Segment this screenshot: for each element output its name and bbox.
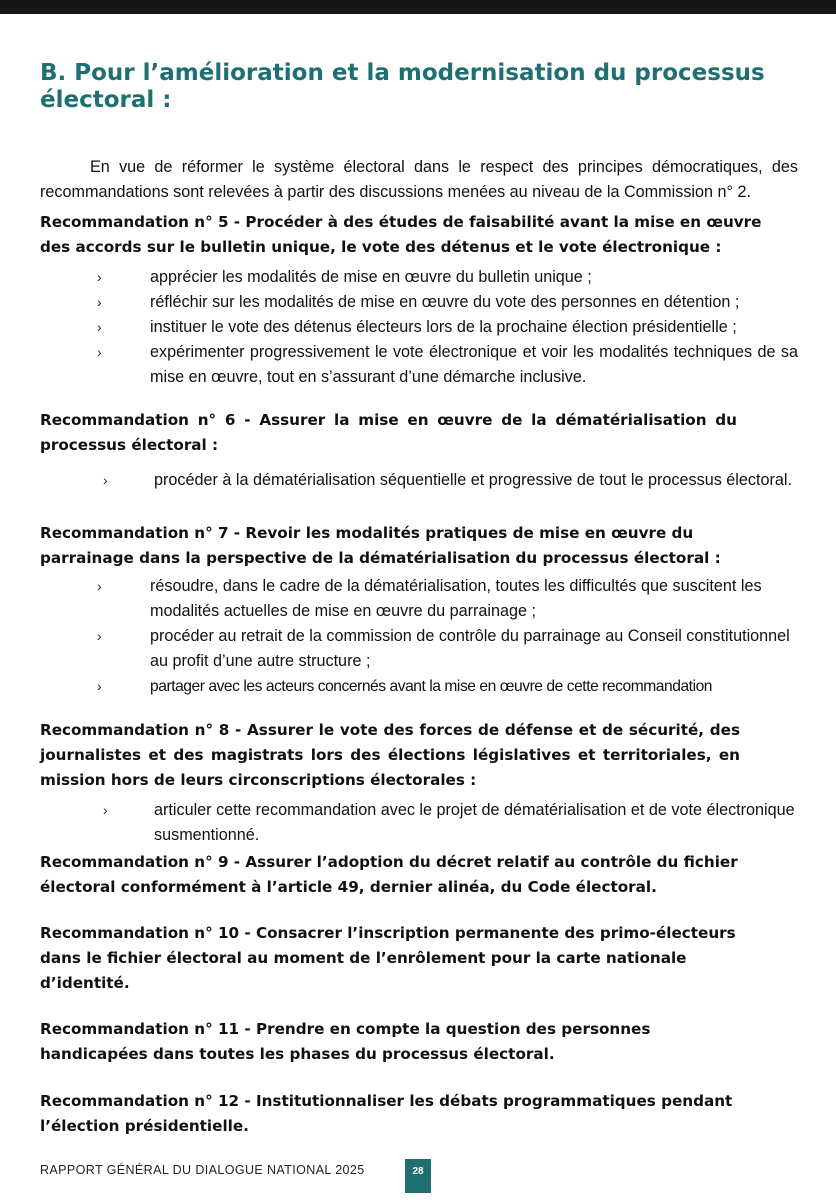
top-status-bar <box>0 0 836 14</box>
bullet-chevron-icon: › <box>97 269 102 285</box>
bullet-chevron-icon: › <box>103 472 108 488</box>
bullet-chevron-icon: › <box>97 294 102 310</box>
list-item <box>0 624 836 674</box>
recommendation-11-title: Recommandation n° 11 - Prendre en compte la question des personnes handicapées dans toutes les phases du processus électoral. <box>40 1020 651 1063</box>
list-item <box>0 265 836 290</box>
recommendation-7-bullets <box>0 574 836 699</box>
bullet-chevron-icon: › <box>97 319 102 335</box>
recommendation-10-title: Recommandation n° 10 - Consacrer l’inscription permanente des primo-électeurs dans le fichier électoral au moment de l’enrôlement pour la carte nationale d’identité. <box>40 924 736 992</box>
bullet-text: apprécier les modalités de mise en œuvre du bulletin unique ; <box>150 268 592 286</box>
bullet-text: procéder à la dématérialisation séquentielle et progressive de tout le processus électoral. <box>154 471 792 489</box>
list-item <box>0 798 836 848</box>
bullet-text: procéder au retrait de la commission de contrôle du parrainage au Conseil constitutionnel au profit d’une autre structure ; <box>150 627 790 670</box>
recommendation-7-title: Recommandation n° 7 - Revoir les modalités pratiques de mise en œuvre du parrainage dans la perspective de la dématérialisation du processus électoral : <box>40 524 721 567</box>
bullet-text: résoudre, dans le cadre de la dématérialisation, toutes les difficultés que suscitent les modalités actuelles de mise en œuvre du parrainage ; <box>150 577 762 620</box>
recommendation-8-title: Recommandation n° 8 - Assurer le vote des forces de défense et de sécurité, des journalistes et des magistrats lors des élections législatives et territoriales, en mission hors de leurs circonscriptions électorales : <box>40 721 740 789</box>
bullet-text: instituer le vote des détenus électeurs lors de la prochaine élection présidentielle ; <box>150 318 737 336</box>
bullet-text: articuler cette recommandation avec le projet de dématérialisation et de vote électronique susmentionné. <box>154 801 795 844</box>
section-heading: B. Pour l’amélioration et la modernisation du processus électoral : <box>40 60 765 113</box>
bullet-chevron-icon: › <box>103 802 108 818</box>
list-item <box>0 574 836 624</box>
recommendation-8-bullets <box>0 798 836 848</box>
recommendation-5-bullets <box>0 265 836 390</box>
footer-report-title: RAPPORT GÉNÉRAL DU DIALOGUE NATIONAL 2025 <box>40 1163 365 1177</box>
bullet-chevron-icon: › <box>97 628 102 644</box>
bullet-chevron-icon: › <box>97 678 102 694</box>
recommendation-9-title: Recommandation n° 9 - Assurer l’adoption du décret relatif au contrôle du fichier électoral conformément à l’article 49, dernier alinéa, du Code électoral. <box>40 853 738 896</box>
intro-paragraph: En vue de réformer le système électoral dans le respect des principes démocratiques, des recommandations sont relevées à partir des discussions menées au niveau de la Commission n° 2. <box>40 158 798 201</box>
bullet-chevron-icon: › <box>97 578 102 594</box>
list-item <box>0 468 836 493</box>
recommendation-5-title: Recommandation n° 5 - Procéder à des études de faisabilité avant la mise en œuvre des accords sur le bulletin unique, le vote des détenus et le vote électronique : <box>40 213 762 256</box>
list-item <box>0 674 836 699</box>
list-item <box>0 290 836 315</box>
list-item <box>0 340 836 390</box>
bullet-text: partager avec les acteurs concernés avant la mise en œuvre de cette recommandation <box>150 678 713 695</box>
recommendation-12-title: Recommandation n° 12 - Institutionnaliser les débats programmatiques pendant l’élection présidentielle. <box>40 1092 733 1135</box>
bullet-text: expérimenter progressivement le vote électronique et voir les modalités techniques de sa mise en œuvre, tout en s’assurant d’une démarche inclusive. <box>150 343 798 386</box>
recommendation-6-title: Recommandation n° 6 - Assurer la mise en œuvre de la dématérialisation du processus électoral : <box>40 411 737 454</box>
bullet-chevron-icon: › <box>97 344 102 360</box>
bullet-text: réfléchir sur les modalités de mise en œuvre du vote des personnes en détention ; <box>150 293 740 311</box>
recommendation-6-bullets <box>0 468 836 493</box>
page-number-badge: 28 <box>405 1159 431 1193</box>
list-item <box>0 315 836 340</box>
document-page <box>0 14 836 1200</box>
